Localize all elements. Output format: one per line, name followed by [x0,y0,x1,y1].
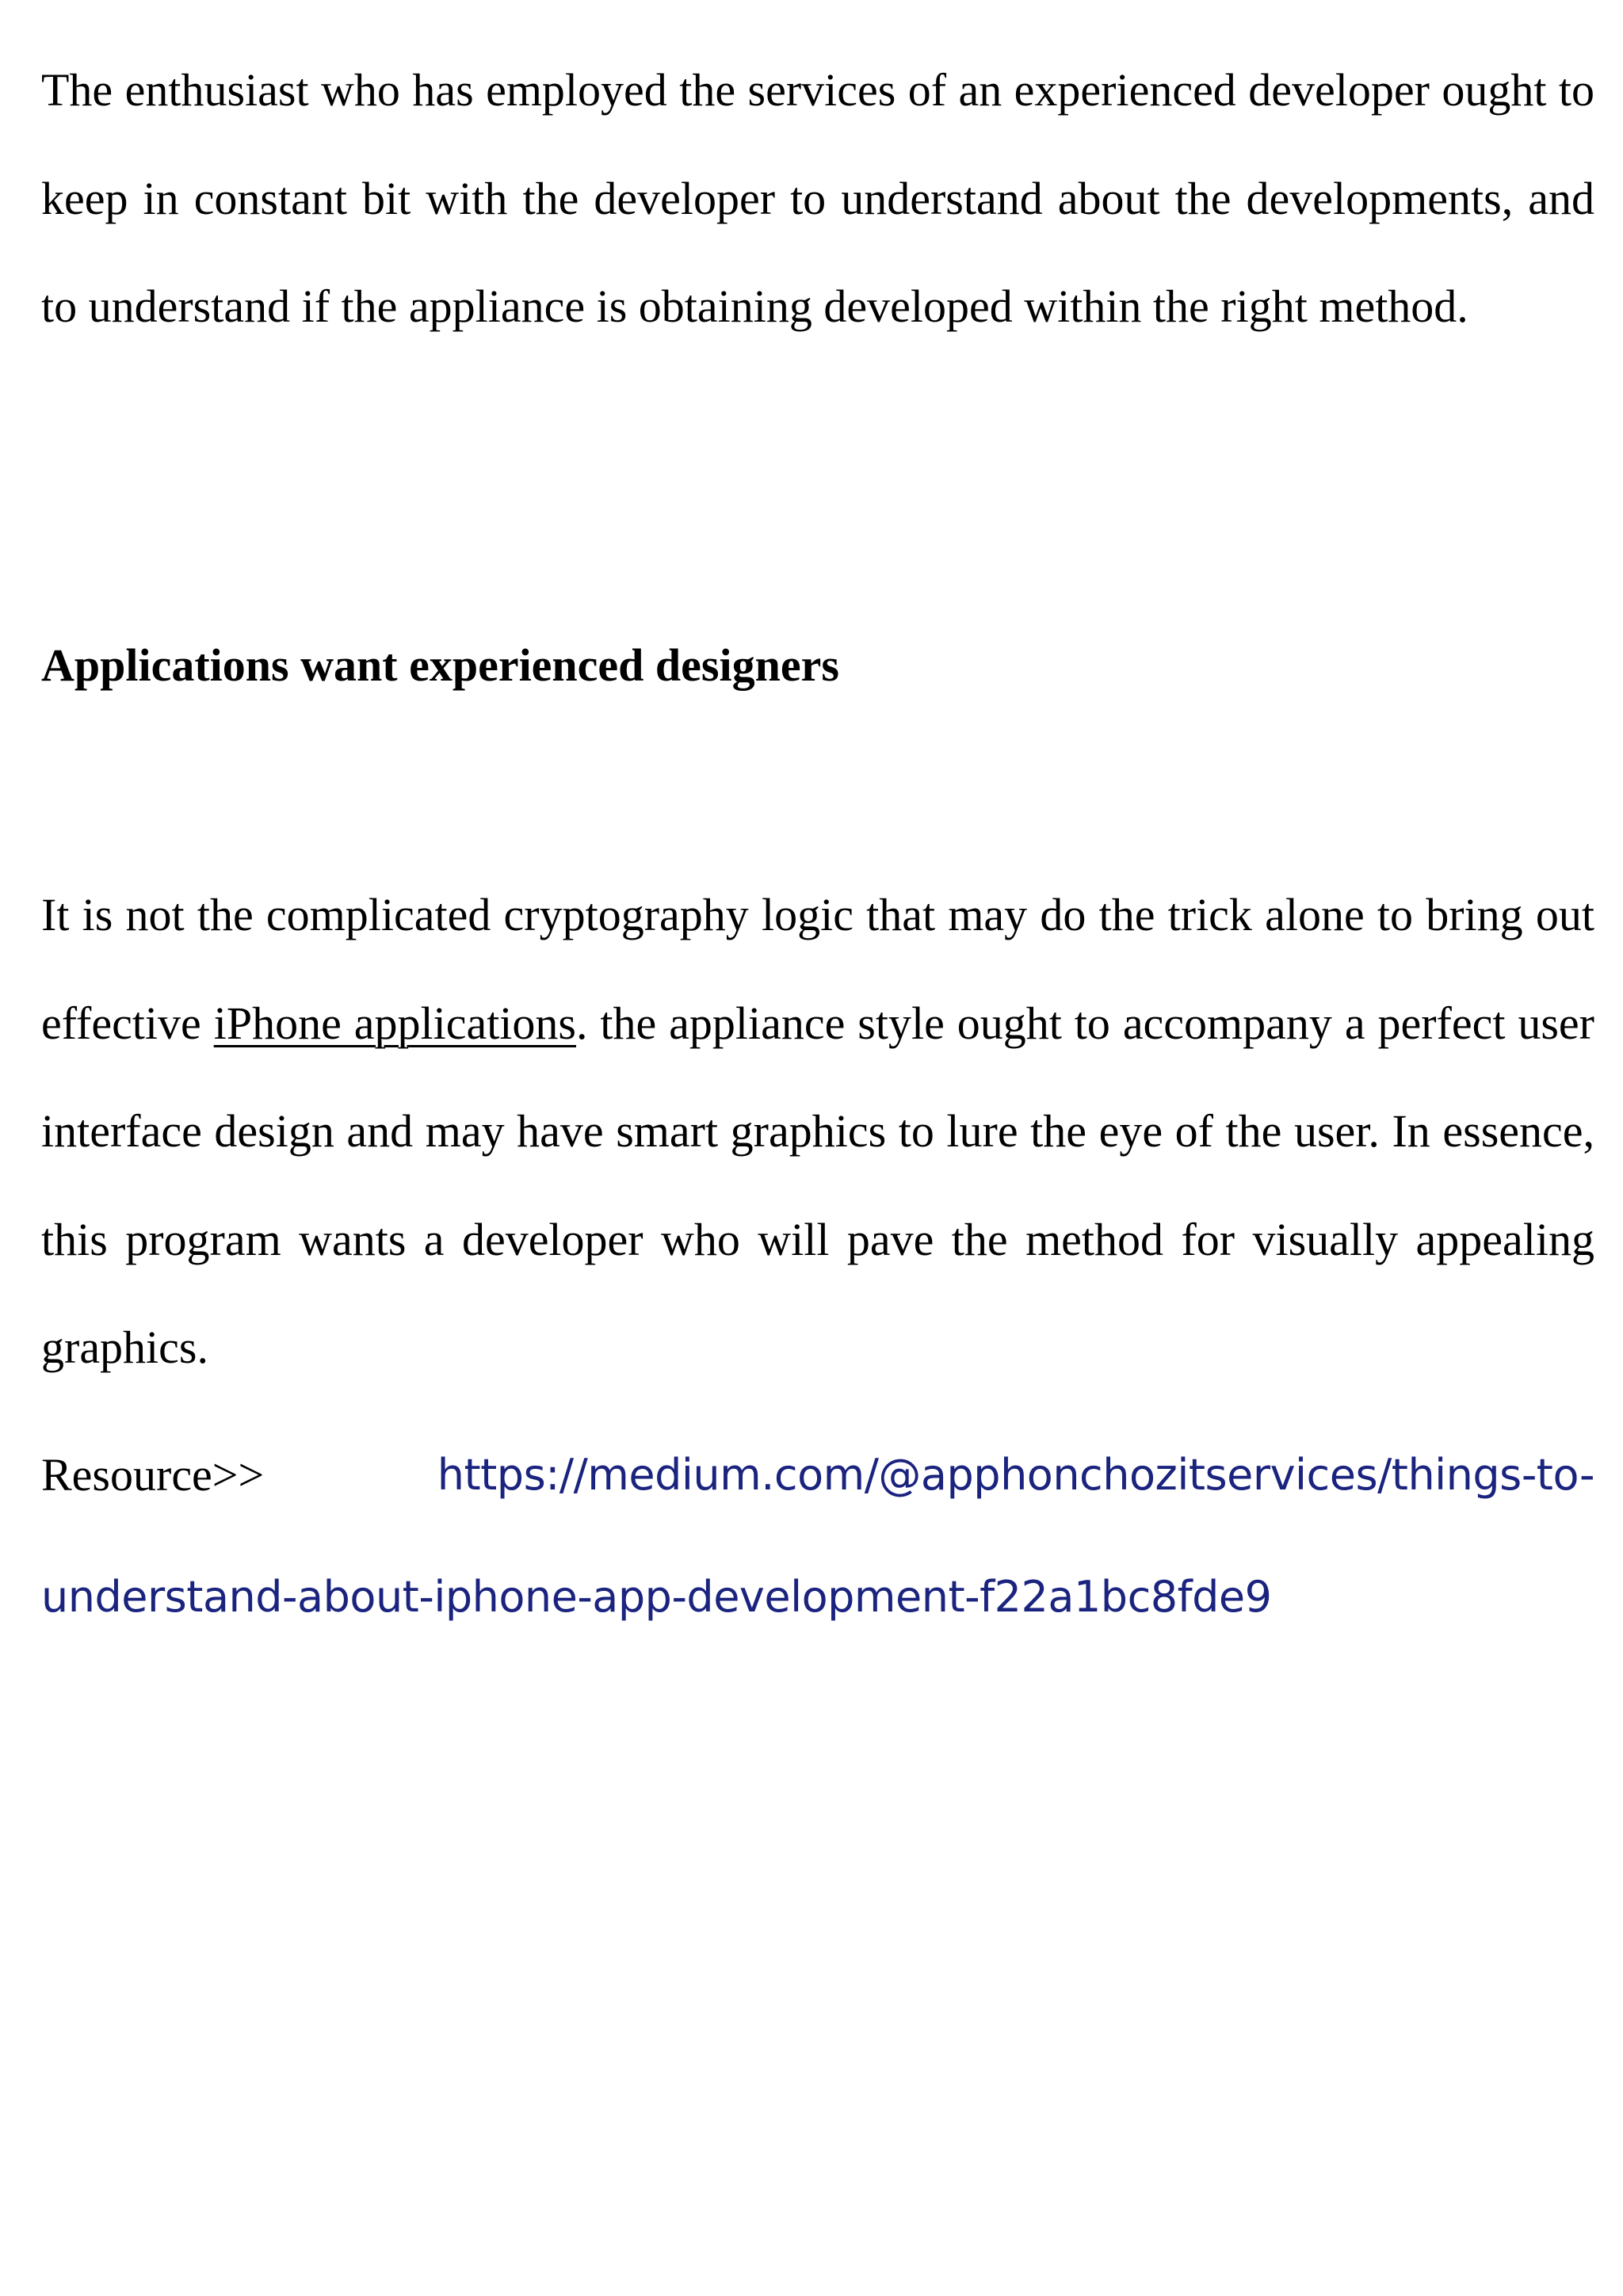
body-paragraph-text-after: . the appliance style ought to accompany a perfect user interface design and may have smart graphics to lure the eye of the user. In essence, this program wants a developer who will pave the method for visually appealing graphics. [41,997,1594,1373]
body-paragraph-text-before: It is not the complicated cryptography logic that may do the trick alone to bring out effective [41,889,1594,1049]
intro-paragraph: The enthusiast who has employed the services of an experienced developer ought to keep in constant bit with the developer to understand about the developments, and to understand if the appliance is obtaining developed within the right method. [41,64,1594,332]
resource-label: Resource>> [41,1449,265,1501]
resource-url-link-part1[interactable]: https://medium.com/@apphonchozitservices/things-to- [437,1450,1594,1500]
body-paragraph [41,861,1594,1402]
iphone-applications-link[interactable]: iPhone applications [213,997,576,1049]
resource-url-link-part2[interactable]: understand-about-iphone-app-development-f22a1bc8fde9 [41,1572,1272,1622]
section-heading: Applications want experienced designers [41,639,839,691]
resource-line [41,1444,1594,1507]
